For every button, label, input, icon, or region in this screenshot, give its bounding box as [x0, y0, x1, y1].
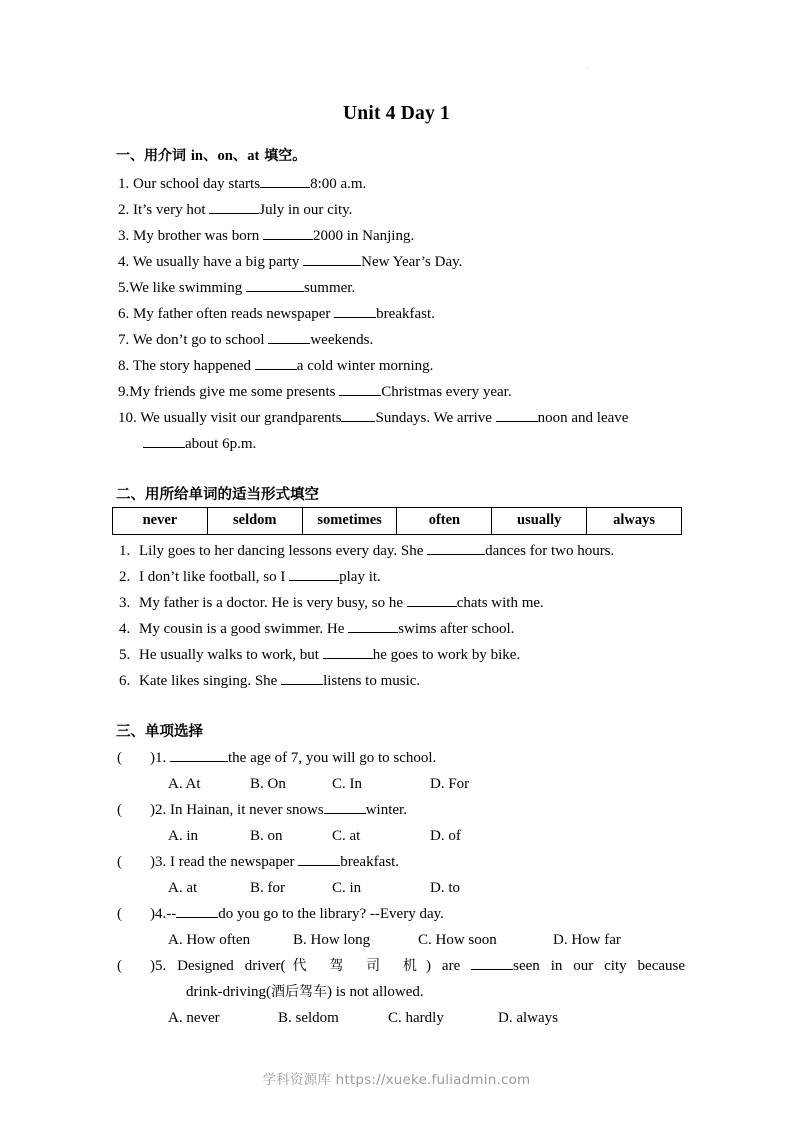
table-row	[113, 508, 682, 535]
mc-options	[117, 823, 685, 849]
mc-stem	[117, 953, 685, 979]
mc-question	[117, 745, 685, 797]
mc-options	[117, 1005, 685, 1031]
question-text-post: seen in our city because	[513, 958, 685, 974]
question-text-pre: 5.We like swimming	[118, 280, 246, 296]
question-text-post: summer.	[303, 280, 356, 296]
mc-option[interactable]: A. never	[168, 1010, 220, 1026]
question-item	[118, 171, 693, 197]
answer-blank[interactable]	[324, 799, 366, 814]
section-two-questions	[119, 538, 694, 694]
mc-question	[117, 901, 685, 953]
question-text-post: Christmas every year.	[381, 384, 512, 400]
answer-paren-close: )	[150, 854, 155, 870]
mc-question	[117, 797, 685, 849]
question-text-post: chats with me.	[456, 595, 544, 611]
answer-blank[interactable]	[209, 199, 259, 214]
question-text-pre: My father is a doctor. He is very busy, so he	[139, 595, 407, 611]
section-one-heading	[116, 144, 306, 165]
answer-blank[interactable]	[407, 592, 457, 607]
question-item	[118, 249, 693, 275]
question-item	[118, 197, 693, 223]
question-text-post: a cold winter morning.	[296, 358, 434, 374]
question-text-pre: 1. Our school day starts	[118, 176, 261, 192]
mc-options	[117, 771, 685, 797]
question-item	[118, 405, 693, 457]
question-text-chinese: 代 驾 司 机	[285, 958, 427, 974]
answer-blank[interactable]	[281, 670, 323, 685]
question-text-post: swims after school.	[398, 621, 515, 637]
mc-option[interactable]: A. in	[168, 828, 198, 844]
section-one-heading-prefix: 一、用介词	[116, 148, 191, 164]
question-text-post: noon and leave	[537, 410, 629, 426]
word-bank-cell: always	[587, 508, 682, 535]
question-item	[119, 642, 694, 668]
answer-paren-close: )	[150, 750, 155, 766]
mc-stem	[117, 797, 685, 823]
question-text-pre: I don’t like football, so I	[139, 569, 290, 585]
answer-blank[interactable]	[303, 251, 361, 266]
question-text-pre: 4. We usually have a big party	[118, 254, 304, 270]
section-one-heading-suffix: 填空。	[259, 148, 307, 164]
mc-option[interactable]: B. On	[250, 776, 286, 792]
question-text-pre: Kate likes singing. She	[139, 673, 282, 689]
mc-stem	[117, 901, 685, 927]
answer-blank[interactable]	[289, 566, 339, 581]
question-text-post: listens to music.	[323, 673, 421, 689]
question-number: 5.	[155, 958, 167, 974]
question-text-pre: He usually walks to work, but	[139, 647, 323, 663]
question-item	[119, 590, 694, 616]
question-number: 4.	[119, 621, 131, 637]
word-bank-cell: usually	[492, 508, 587, 535]
question-number: 3.	[119, 595, 131, 611]
mc-stem-line2	[117, 979, 685, 1005]
question-text-post: 2000 in Nanjing.	[312, 228, 415, 244]
answer-blank[interactable]	[298, 851, 340, 866]
question-text-post: he goes to work by bike.	[372, 647, 521, 663]
question-text-post: breakfast.	[340, 854, 399, 870]
answer-blank[interactable]	[268, 329, 310, 344]
section-three-heading: 三、单项选择	[116, 724, 203, 740]
question-item	[118, 301, 693, 327]
mc-question	[117, 953, 685, 1031]
question-text-line2-pre: drink-driving(	[186, 984, 271, 1000]
answer-blank[interactable]	[334, 303, 376, 318]
section-one-heading-words: in、on、at	[190, 148, 260, 164]
question-text-post: dances for two hours.	[485, 543, 615, 559]
section-one-questions	[118, 171, 693, 457]
question-text-post: winter.	[365, 802, 407, 818]
answer-blank[interactable]	[348, 618, 398, 633]
answer-blank[interactable]	[246, 277, 304, 292]
mc-option[interactable]: C. in	[332, 880, 362, 896]
mc-option[interactable]: D. How far	[553, 932, 621, 948]
question-text-pre: 2. It’s very hot	[118, 202, 210, 218]
question-item	[118, 379, 693, 405]
answer-paren-open[interactable]: (	[117, 802, 122, 818]
footer-watermark: 学科资源库 https://xueke.fuliadmin.com	[262, 1072, 531, 1088]
question-item	[118, 327, 693, 353]
mc-option[interactable]: C. In	[332, 776, 362, 792]
question-number: 1.	[119, 543, 131, 559]
question-item	[118, 353, 693, 379]
mc-options	[117, 927, 685, 953]
question-item	[118, 275, 693, 301]
answer-paren-open[interactable]: (	[117, 854, 122, 870]
question-text-pre: 3. My brother was born	[118, 228, 263, 244]
question-item	[118, 223, 693, 249]
mc-option[interactable]: D. to	[430, 880, 460, 896]
question-text-pre: Designed driver(	[177, 958, 286, 974]
word-bank-table	[112, 507, 682, 535]
question-item	[119, 616, 694, 642]
question-text-post: play it.	[339, 569, 381, 585]
mc-option[interactable]: C. hardly	[388, 1010, 444, 1026]
question-number: 4.--	[155, 906, 177, 922]
question-text-line2: about 6p.m.	[185, 436, 257, 452]
question-text-pre: Lily goes to her dancing lessons every day. She	[139, 543, 428, 559]
answer-paren-close: )	[150, 906, 155, 922]
answer-blank[interactable]	[255, 355, 297, 370]
question-item	[119, 564, 694, 590]
question-text-post: weekends.	[310, 332, 374, 348]
mc-option[interactable]: A. How often	[168, 932, 251, 948]
answer-blank[interactable]	[323, 644, 373, 659]
answer-blank[interactable]	[143, 433, 185, 448]
mc-option[interactable]: C. at	[332, 828, 361, 844]
answer-paren-open[interactable]: (	[117, 906, 122, 922]
question-text-post: breakfast.	[376, 306, 435, 322]
page-artifact-mark: .	[586, 60, 589, 70]
answer-blank[interactable]	[170, 747, 228, 762]
word-bank-cell: never	[113, 508, 208, 535]
answer-paren-open[interactable]: (	[117, 750, 122, 766]
section-two-heading: 二、用所给单词的适当形式填空	[116, 487, 319, 503]
answer-blank[interactable]	[263, 225, 313, 240]
mc-stem	[117, 745, 685, 771]
question-continuation	[118, 431, 693, 457]
mc-options	[117, 875, 685, 901]
question-text-pre: 9.My friends give me some presents	[118, 384, 340, 400]
question-text-pre: 6. My father often reads newspaper	[118, 306, 335, 322]
mc-stem	[117, 849, 685, 875]
question-text-mid: ) are	[426, 958, 461, 974]
question-text-pre: I read the newspaper	[166, 854, 299, 870]
question-number: 2.	[155, 802, 167, 818]
question-number: 3.	[155, 854, 167, 870]
question-text-chinese: 酒后驾车	[270, 984, 327, 1000]
question-number: 1.	[155, 750, 167, 766]
mc-option[interactable]: A. at	[168, 880, 198, 896]
mc-question	[117, 849, 685, 901]
mc-option[interactable]: B. How long	[293, 932, 371, 948]
mc-option[interactable]: D. of	[430, 828, 461, 844]
question-text-post: 8:00 a.m.	[310, 176, 367, 192]
answer-paren-close: )	[150, 802, 155, 818]
answer-blank[interactable]	[339, 381, 381, 396]
answer-blank[interactable]	[471, 955, 513, 970]
word-bank-cell: sometimes	[302, 508, 397, 535]
mc-option[interactable]: C. How soon	[418, 932, 497, 948]
section-three-questions	[117, 745, 685, 1031]
answer-blank[interactable]	[427, 540, 485, 555]
question-number: 5.	[119, 647, 131, 663]
question-text-mid: Sundays. We arrive	[375, 410, 496, 426]
mc-option[interactable]: B. for	[250, 880, 285, 896]
question-item	[119, 668, 694, 694]
page-title: Unit 4 Day 1	[343, 103, 450, 124]
question-text-pre: 7. We don’t go to school	[118, 332, 269, 348]
answer-paren-close: )	[150, 958, 155, 974]
question-number: 2.	[119, 569, 131, 585]
question-item	[119, 538, 694, 564]
mc-option[interactable]: D. For	[430, 776, 470, 792]
word-bank-cell: seldom	[207, 508, 302, 535]
answer-blank[interactable]	[260, 173, 310, 188]
question-text-pre: In Hainan, it never snows	[166, 802, 324, 818]
question-text-line2-post: ) is not allowed.	[326, 984, 424, 1000]
mc-option[interactable]: B. seldom	[278, 1010, 339, 1026]
answer-blank[interactable]	[176, 903, 218, 918]
question-text-post: New Year’s Day.	[361, 254, 463, 270]
mc-option[interactable]: B. on	[250, 828, 283, 844]
question-text-post: do you go to the library? --Every day.	[218, 906, 444, 922]
answer-paren-open[interactable]: (	[117, 958, 122, 974]
answer-blank[interactable]	[341, 407, 375, 422]
mc-option[interactable]: D. always	[498, 1010, 558, 1026]
question-text-pre: 10. We usually visit our grandparents	[118, 410, 342, 426]
answer-blank[interactable]	[496, 407, 538, 422]
question-number: 6.	[119, 673, 131, 689]
question-text-pre: 8. The story happened	[118, 358, 255, 374]
question-text-pre: My cousin is a good swimmer. He	[139, 621, 349, 637]
question-text-post: July in our city.	[259, 202, 353, 218]
word-bank-cell: often	[397, 508, 492, 535]
mc-option[interactable]: A. At	[168, 776, 201, 792]
question-text-post: the age of 7, you will go to school.	[228, 750, 437, 766]
